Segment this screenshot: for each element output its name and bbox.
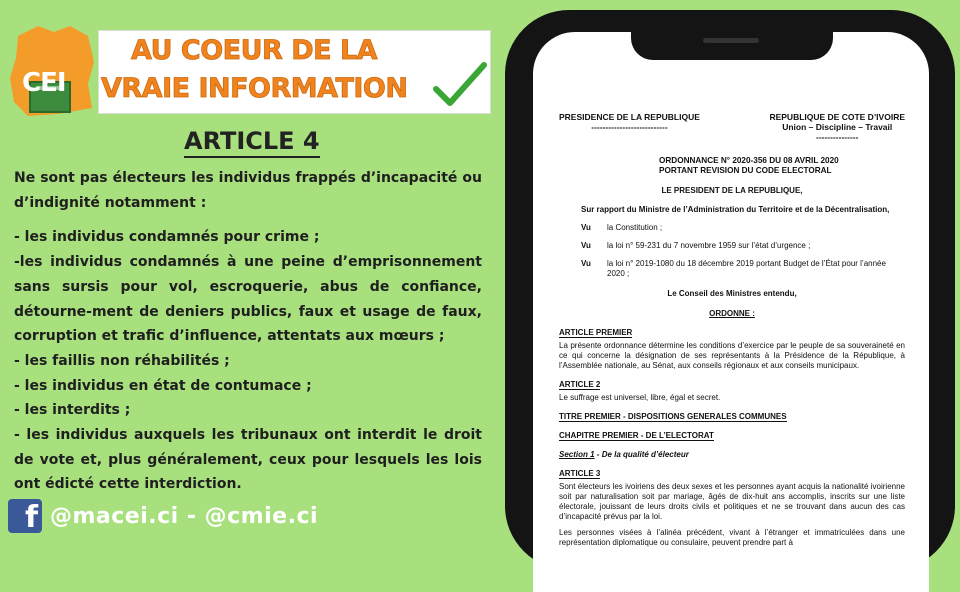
left-rule: --------------------------- <box>591 122 668 132</box>
right-motto: Union – Discipline – Travail <box>782 122 893 132</box>
list-item: - les faillis non réhabilités ; <box>14 352 230 369</box>
president-heading: LE PRESIDENT DE LA REPUBLIQUE, <box>661 186 803 195</box>
list-item: - les individus condamnés pour crime ; <box>14 229 320 246</box>
article-premier-heading: ARTICLE PREMIER <box>559 328 633 337</box>
titre-heading: TITRE PREMIER - DISPOSITIONS GENERALES COMMUNES <box>559 412 787 421</box>
ordonnance-subtitle: PORTANT REVISION DU CODE ELECTORAL <box>659 166 832 175</box>
article-3-text: Sont électeurs les ivoiriens des deux sexes et les personnes ayant acquis la nationalité ivoirienne soit par naturalisation soit par mariage, âgés de dix-huit ans accomplis, inscrits sur une liste électorale, jouissant de leurs droits civils et politiques et ne se trouvant dans aucun des cas d’incapacité prévus par la loi. <box>559 482 905 521</box>
cei-logo <box>8 22 96 118</box>
vu-line: Vu la Constitution ; <box>581 223 663 232</box>
social-footer <box>8 498 318 534</box>
list-item: - les interdits ; <box>14 402 131 419</box>
left-header: PRESIDENCE DE LA REPUBLIQUE <box>559 112 700 122</box>
right-rule: --------------- <box>815 132 859 142</box>
vu-line: Vu la loi n° 2019-1080 du 18 décembre 2019 portant Budget de l’État pour l’année 2020 ; <box>581 259 886 278</box>
article-3-text-2: Les personnes visées à l’alinéa précédent, vivant à l’étranger et immatriculées dans une représentation diplomatique ou consulaire, peuvent prendre part à <box>559 528 905 547</box>
phone-screen <box>533 32 929 592</box>
slogan-banner <box>98 30 491 114</box>
phone-notch <box>631 30 833 60</box>
article-2-text: Le suffrage est universel, libre, égal et secret. <box>559 393 721 402</box>
chapitre-heading: CHAPITRE PREMIER - DE L’ELECTORAT <box>559 431 714 440</box>
article-body <box>14 166 482 497</box>
article-title: ARTICLE 4 <box>184 126 320 158</box>
vu-line: Vu la loi n° 59-231 du 7 novembre 1959 sur l’état d’urgence ; <box>581 241 811 250</box>
phone-frame <box>505 10 955 570</box>
facebook-icon[interactable]: f <box>8 499 42 533</box>
section-heading: Section 1 - De la qualité d’électeur <box>559 450 689 459</box>
speaker-icon <box>703 38 759 43</box>
slogan-line-1: AU COEUR DE LA <box>131 35 378 66</box>
ordonne-line: ORDONNE : <box>709 309 755 318</box>
rapport: Sur rapport du Ministre de l’Administration du Territoire et de la Décentralisation, <box>581 205 890 214</box>
document-header <box>559 112 905 142</box>
article-3-heading: ARTICLE 3 <box>559 469 601 478</box>
ordinance-document <box>559 112 905 548</box>
list-item: -les individus condamnés à une peine d’emprisonnement sans sursis pour vol, escroquerie, abus de confiance, détourne-ment de deniers publics, faux et usage de faux, corruption et trafic d’influence, attentats aux mœurs ; <box>14 254 482 345</box>
check-icon <box>432 59 488 109</box>
list-item: - les individus auxquels les tribunaux ont interdit le droit de vote et, plus généralement, ceux pour lesquels les lois ont édicté cette interdiction. <box>14 427 482 493</box>
right-header: REPUBLIQUE DE COTE D’IVOIRE <box>769 112 905 122</box>
conseil-line: Le Conseil des Ministres entendu, <box>667 289 797 298</box>
slogan-line-2: VRAIE INFORMATION <box>101 73 408 104</box>
article-premier-text: La présente ordonnance détermine les conditions d’exercice par le peuple de sa souveraineté en ce qui concerne la désignation de ses représentants à la Présidence de la République, à l’Assemblée nationale, au Sénat, aux conseils régionaux et aux conseils municipaux. <box>559 341 905 370</box>
social-handles: @macei.ci - @cmie.ci <box>50 503 319 529</box>
article-2-heading: ARTICLE 2 <box>559 380 601 389</box>
list-item: - les individus en état de contumace ; <box>14 377 312 394</box>
ordonnance-title: ORDONNANCE N° 2020-356 DU 08 AVRIL 2020 <box>659 156 839 165</box>
logo-text: CEI <box>22 68 66 98</box>
article-intro: Ne sont pas électeurs les individus frappés d’incapacité ou d’indignité notamment : <box>14 170 482 211</box>
